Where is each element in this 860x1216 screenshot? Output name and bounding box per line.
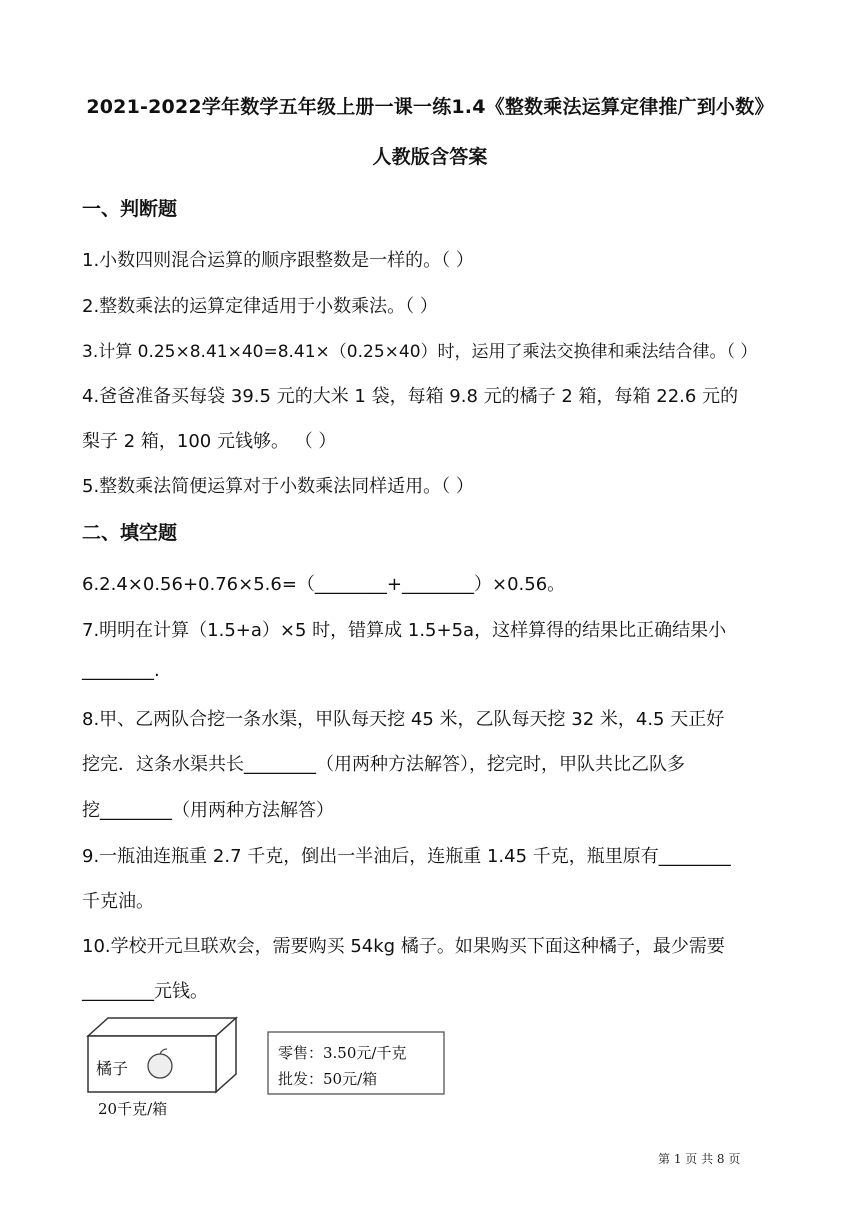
question-10-line-1: 10.学校开元旦联欢会，需要购买 54kg 橘子。如果购买下面这种橘子，最少需要 xyxy=(82,936,725,957)
document-title-line-2: 人教版含答案 xyxy=(372,146,488,168)
question-2: 2.整数乘法的运算定律适用于小数乘法。（ ） xyxy=(82,296,438,317)
question-6: 6.2.4×0.56+0.76×5.6=（________+________）×0.56。 xyxy=(82,574,566,595)
box-label: 橘子 xyxy=(96,1059,129,1078)
box-weight-label: 20千克/箱 xyxy=(98,1100,168,1118)
question-8-line-1: 8.甲、乙两队合挖一条水渠，甲队每天挖 45 米，乙队每天挖 32 米，4.5 天正好 xyxy=(82,709,725,730)
page-number-footer: 第 1 页 共 8 页 xyxy=(658,1152,741,1166)
wholesale-price-label: 批发：50元/箱 xyxy=(278,1070,378,1088)
question-4-line-1: 4.爸爸准备买每袋 39.5 元的大米 1 袋，每箱 9.8 元的橘子 2 箱，每箱 22.6 元的 xyxy=(82,386,739,407)
question-8-line-3: 挖________（用两种方法解答） xyxy=(82,800,334,821)
retail-price-label: 零售：3.50元/千克 xyxy=(278,1044,407,1062)
question-7-line-2: ________. xyxy=(82,660,160,681)
question-7-line-1: 7.明明在计算（1.5+a）×5 时，错算成 1.5+5a，这样算得的结果比正确结果小 xyxy=(82,620,727,641)
section-heading-judgment: 一、判断题 xyxy=(82,198,178,220)
section-heading-fill-in: 二、填空题 xyxy=(82,522,178,544)
question-4-line-2: 梨子 2 箱，100 元钱够。 （ ） xyxy=(82,431,337,452)
question-1: 1.小数四则混合运算的顺序跟整数是一样的。（ ） xyxy=(82,250,474,271)
question-8-line-2: 挖完．这条水渠共长________（用两种方法解答），挖完时，甲队共比乙队多 xyxy=(82,754,685,775)
question-5: 5.整数乘法简便运算对于小数乘法同样适用。（ ） xyxy=(82,476,474,497)
orange-box-figure xyxy=(82,1014,462,1118)
question-9-line-1: 9.一瓶油连瓶重 2.7 千克，倒出一半油后，连瓶重 1.45 千克，瓶里原有________ xyxy=(82,846,731,867)
question-10-line-2: ________元钱。 xyxy=(82,981,208,1002)
document-title-line-1: 2021-2022学年数学五年级上册一课一练1.4《整数乘法运算定律推广到小数》 xyxy=(86,96,774,118)
question-3: 3.计算 0.25×8.41×40=8.41×（0.25×40）时，运用了乘法交换律和乘法结合律。（ ） xyxy=(82,342,758,362)
question-9-line-2: 千克油。 xyxy=(82,891,154,912)
